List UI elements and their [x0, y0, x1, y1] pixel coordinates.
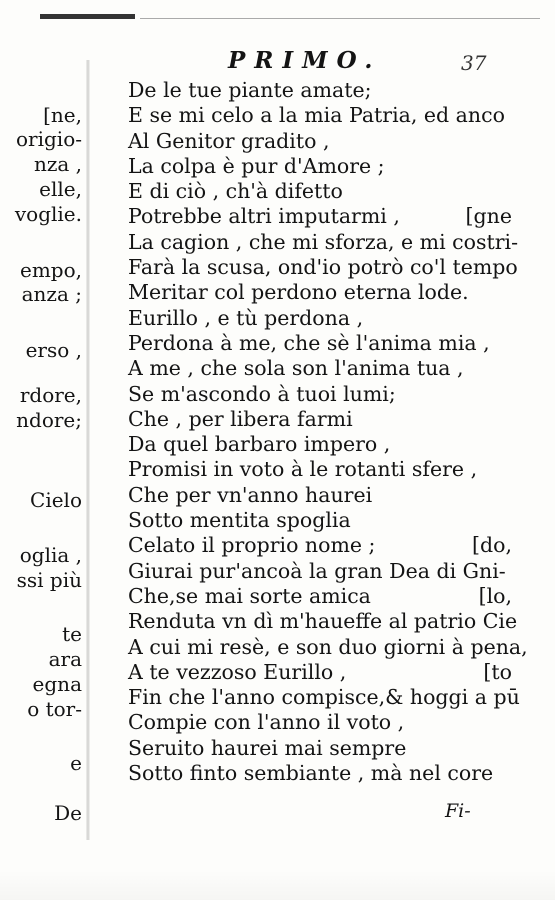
verse-line [128, 78, 548, 103]
facing-page-fragment: o tor- [27, 697, 82, 721]
verse-block [128, 78, 548, 786]
verse-text: Giurai pur'ancoà la gran Dea di Gni- [128, 558, 506, 583]
turnover-fragment: [to [483, 659, 512, 684]
verse-line [128, 331, 548, 356]
verse-text: Eurillo , e tù perdona , [128, 305, 364, 330]
verse-line [128, 407, 548, 432]
facing-page-fragment: empo, [19, 258, 82, 282]
verse-line [128, 280, 548, 305]
verse-line [128, 382, 548, 407]
verse-text: Se m'ascondo à tuoi lumi; [128, 381, 396, 406]
verse-text: Sotto mentita spoglia [128, 508, 351, 533]
verse-text: Promisi in voto à le rotanti sfere , [128, 457, 478, 482]
facing-page-fragment: anza ; [21, 282, 82, 306]
catchword: Fi- [445, 800, 471, 822]
facing-page-fragment: rdore, [19, 383, 82, 407]
verse-text: Meritar col perdono eterna lode. [128, 280, 469, 305]
verse-line [128, 559, 548, 584]
verse-text: La cagion , che mi sforza, e mi costri- [128, 229, 519, 254]
facing-page-fragment: e [70, 751, 82, 775]
turnover-fragment: [lo, [478, 583, 512, 608]
facing-page-fragment: ara [48, 647, 82, 671]
verse-line [128, 129, 548, 154]
facing-page-fragment: oglia , [19, 543, 82, 567]
verse-text: Sotto finto sembiante , mà nel core [128, 761, 494, 786]
top-rule-thin [140, 18, 540, 19]
verse-text: Che per vn'anno haurei [128, 482, 373, 507]
page-bottom [0, 870, 555, 900]
verse-text: Al Genitor gradito , [128, 128, 330, 153]
verse-line [128, 432, 548, 457]
verse-text: Farà la scusa, ond'io potrò co'l tempo [128, 255, 518, 280]
verse-text: Compie con l'anno il voto , [128, 710, 405, 735]
verse-text: De le tue piante amate; [128, 78, 372, 102]
turnover-fragment: [do, [472, 533, 512, 558]
verse-line [128, 204, 548, 229]
verse-line [128, 356, 548, 381]
verse-line [128, 609, 548, 634]
verse-line [128, 660, 548, 685]
verse-text: Da quel barbaro impero , [128, 432, 391, 457]
facing-page-fragment: egna [32, 672, 82, 696]
page-number: 37 [461, 51, 487, 75]
verse-text: Fin che l'anno compisce,& hoggi a pū [128, 685, 520, 710]
verse-line [128, 635, 548, 660]
facing-page-fragment: [ne, [43, 104, 82, 127]
verse-text: Celato il proprio nome ; [128, 533, 376, 558]
verse-line [128, 685, 548, 710]
running-title: PRIMO. [228, 47, 382, 74]
facing-page-fragment: voglie. [14, 202, 82, 226]
verse-text: Perdona à me, che sè l'anima mia , [128, 330, 490, 355]
facing-page-fragments [0, 104, 82, 834]
verse-line [128, 306, 548, 331]
verse-line [128, 736, 548, 761]
verse-line [128, 761, 548, 786]
page-gutter [86, 60, 90, 840]
facing-page-fragment: Cielo [30, 488, 82, 512]
verse-line [128, 179, 548, 204]
verse-line [128, 457, 548, 482]
facing-page-fragment: nza , [33, 152, 82, 176]
verse-line [128, 533, 548, 558]
verse-line [128, 255, 548, 280]
facing-page-fragment: erso , [25, 338, 82, 362]
verse-text: Potrebbe altri imputarmi , [128, 204, 400, 229]
facing-page-fragment: De [54, 801, 82, 825]
verse-text: Che,se mai sorte amica [128, 583, 371, 608]
verse-text: A me , che sola son l'anima tua , [128, 356, 464, 381]
facing-page-fragment: origio- [16, 127, 82, 151]
verse-line [128, 508, 548, 533]
verse-text: A cui mi resè, e son duo giorni à pena, [128, 634, 528, 659]
verse-text: E se mi celo a la mia Patria, ed anco [128, 103, 505, 128]
verse-line [128, 103, 548, 128]
verse-line [128, 230, 548, 255]
verse-text: Renduta vn dì m'haueffe al patrio Cie [128, 609, 518, 634]
verse-line [128, 483, 548, 508]
facing-page-fragment: ssi più [16, 568, 82, 592]
running-header [0, 43, 555, 83]
verse-text: La colpa è pur d'Amore ; [128, 153, 385, 178]
verse-text: Seruito haurei mai sempre [128, 735, 407, 760]
top-rule [40, 14, 135, 19]
verse-line [128, 710, 548, 735]
turnover-fragment: [gne [465, 204, 512, 229]
facing-page-fragment: te [62, 622, 82, 646]
verse-line [128, 154, 548, 179]
verse-text: Che , per libera farmi [128, 406, 353, 431]
facing-page-fragment: elle, [39, 177, 82, 201]
verse-line [128, 584, 548, 609]
verse-text: A te vezzoso Eurillo , [128, 659, 347, 684]
verse-text: E di ciò , ch'à difetto [128, 179, 343, 204]
facing-page-fragment: ndore; [16, 408, 82, 432]
